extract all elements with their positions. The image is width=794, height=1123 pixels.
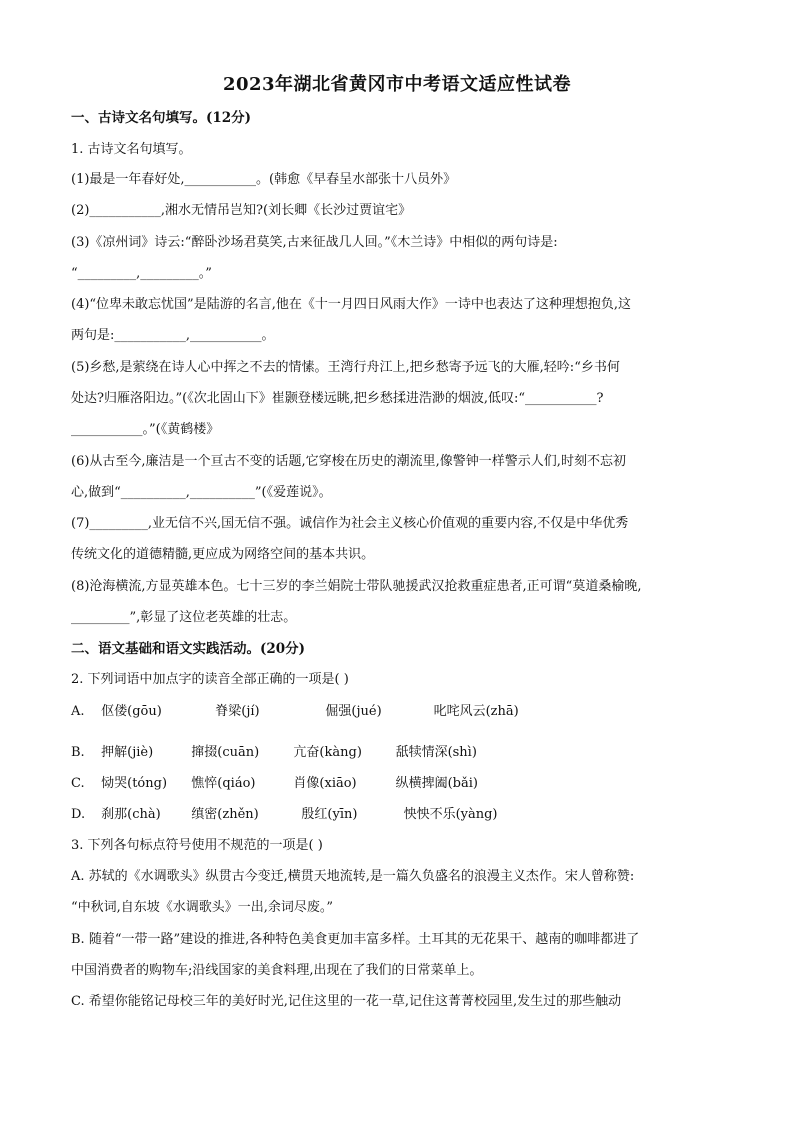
word: 怏怏不乐(yàng): [403, 807, 498, 822]
word: 撺掇(cuān): [191, 745, 260, 760]
option-letter: C.: [71, 776, 85, 791]
word: 恸哭(tóng): [101, 776, 168, 791]
word: 脊梁(jí): [215, 704, 260, 719]
q1-item-5: (5)乡愁,是萦绕在诗人心中挥之不去的情愫。王湾行舟江上,把乡愁寄予远飞的大雁,轻吟:“乡书何: [71, 360, 620, 375]
word: 舐犊情深(shì): [395, 745, 477, 760]
q3-stem: 3. 下列各句标点符号使用不规范的一项是( ): [71, 838, 323, 853]
word: 倔强(jué): [325, 704, 382, 719]
word: 殷红(yīn): [301, 807, 358, 822]
q1-item-5-cont: 处达?归雁洛阳边。”(《次北固山下》崔颢登楼远眺,把乡愁揉进浩渺的烟波,低叹:“___________?: [71, 391, 604, 406]
option-letter: A.: [71, 704, 85, 719]
q1-item-2: (2)___________,湘水无情吊岂知?(刘长卿《长沙过贾谊宅》: [71, 203, 412, 218]
q1-item-6: (6)从古至今,廉洁是一个亘古不变的话题,它穿梭在历史的潮流里,像警钟一样警示人们,时刻不忘初: [71, 454, 626, 469]
word: 亢奋(kàng): [293, 745, 362, 760]
exam-title: 2023年湖北省黄冈市中考语文适应性试卷: [222, 74, 572, 95]
q1-item-3: (3)《凉州词》诗云:“醉卧沙场君莫笑,古来征战几人回。”《木兰诗》中相似的两句诗是:: [71, 235, 558, 250]
q1-item-6-cont: 心,做到“__________,__________”(《爱莲说》。: [71, 485, 332, 500]
word: 纵横捭阖(bǎi): [395, 776, 478, 791]
section1-heading: 一、古诗文名句填写。(12分): [71, 110, 252, 126]
q1-item-8-cont: _________”,彰显了这位老英雄的壮志。: [71, 610, 297, 625]
q1-item-8: (8)沧海横流,方显英雄本色。七十三岁的李兰娟院士带队驰援武汉抢救重症患者,正可谓“莫道桑榆晚,: [71, 579, 642, 594]
q2-option-c: [71, 774, 731, 794]
option-letter: D.: [71, 807, 86, 822]
q3-option-c: C. 希望你能铭记母校三年的美好时光,记住这里的一花一草,记住这菁菁校园里,发生过的那些触动: [71, 994, 622, 1009]
q1-item-4-answer: 两句是:___________,___________。: [71, 328, 275, 343]
q1-stem: 1. 古诗文名句填写。: [71, 142, 192, 157]
q1-item-1: (1)最是一年春好处,___________。(韩愈《早春呈水部张十八员外》: [71, 172, 457, 187]
q3-option-a: A. 苏轼的《水调歌头》纵贯古今变迁,横贯天地流转,是一篇久负盛名的浪漫主义杰作。宋人曾称赞:: [71, 869, 635, 884]
q2-stem: 2. 下列词语中加点字的读音全部正确的一项是( ): [71, 672, 349, 687]
q1-item-7: (7)_________,业无信不兴,国无信不强。诚信作为社会主义核心价值观的重要内容,不仅是中华优秀: [71, 516, 629, 531]
q3-option-b: B. 随着“一带一路”建设的推进,各种特色美食更加丰富多样。土耳其的无花果干、越南的咖啡都进了: [71, 932, 640, 947]
option-letter: B.: [71, 745, 85, 760]
q2-option-d: [71, 805, 731, 825]
word: 叱咤风云(zhā): [433, 704, 519, 719]
word: 肖像(xiāo): [293, 776, 357, 791]
word: 憔悴(qiáo): [191, 776, 256, 791]
word: 伛偻(gōu): [101, 704, 162, 719]
q3-option-a-cont: “中秋词,自东坡《水调歌头》一出,余词尽废。”: [71, 900, 334, 915]
q1-item-4: (4)“位卑未敢忘忧国”是陆游的名言,他在《十一月四日风雨大作》一诗中也表达了这种理想抱负,这: [71, 297, 631, 312]
word: 刹那(chà): [101, 807, 161, 822]
section2-heading: 二、语文基础和语文实践活动。(20分): [71, 641, 306, 657]
q3-option-b-cont: 中国消费者的购物车;沿线国家的美食料理,出现在了我们的日常菜单上。: [71, 963, 483, 978]
word: 押解(jiè): [101, 745, 154, 760]
q2-option-b: [71, 743, 731, 763]
q1-item-5-answer: ___________。”(《黄鹤楼》: [71, 422, 220, 437]
q2-option-a: [71, 702, 731, 722]
word: 缜密(zhěn): [191, 807, 259, 822]
q1-item-7-cont: 传统文化的道德精髓,更应成为网络空间的基本共识。: [71, 547, 375, 562]
q1-item-3-answer: “_________,_________。”: [71, 266, 212, 281]
